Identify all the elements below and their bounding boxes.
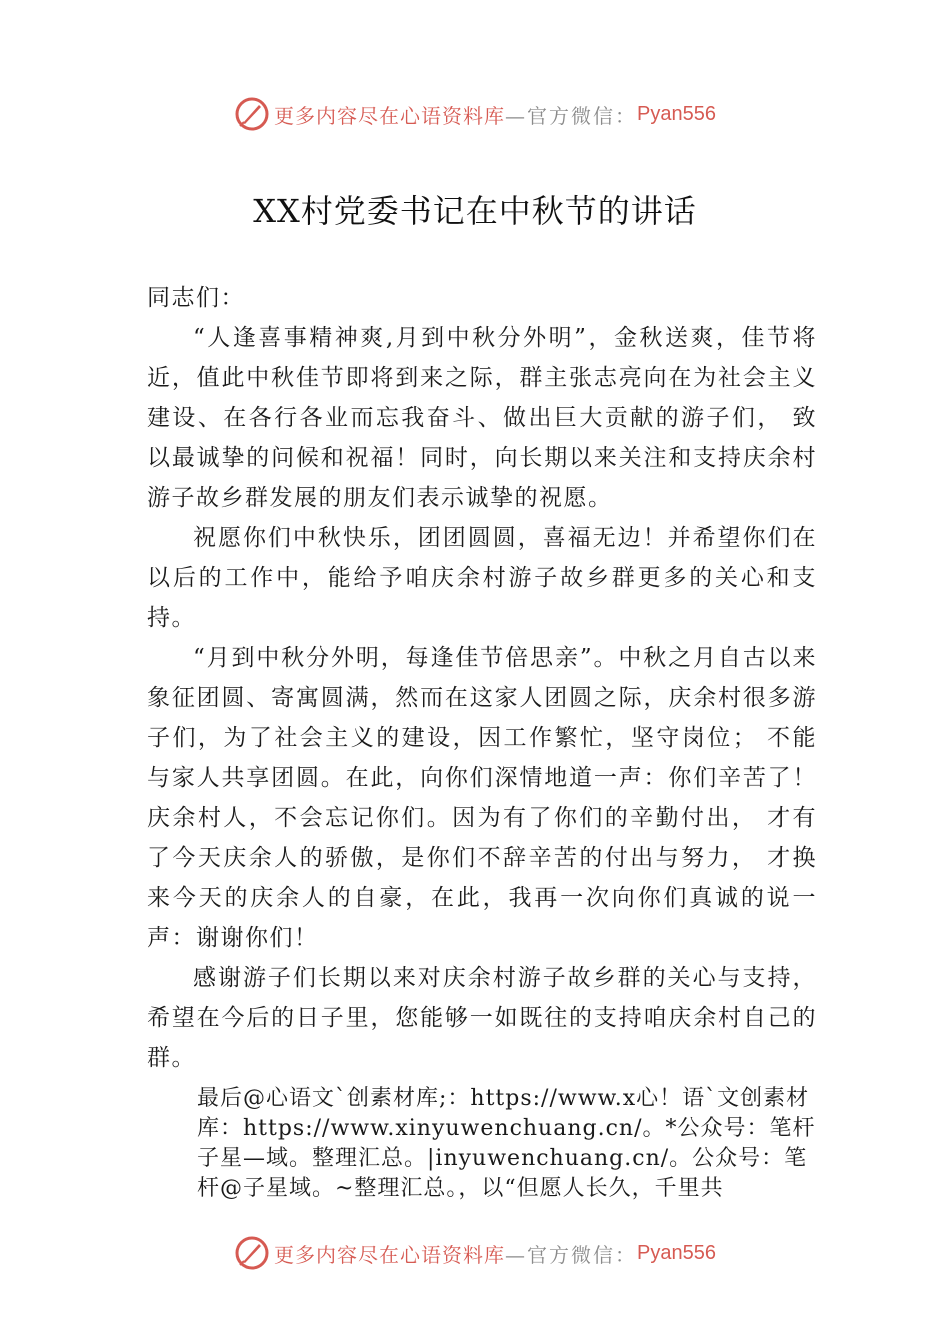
quill-logo-icon [234,96,270,132]
watermark-main-text: 更多内容尽在心语资料库 [274,103,506,128]
watermark-main-text: 更多内容尽在心语资料库 [274,1242,506,1267]
paragraph: “人逢喜事精神爽,月到中秋分外明”，金秋送爽，佳节将近，值此中秋佳节即将到来之际，群主张志亮向在为社会主义建设、在各行各业而忘我奋斗、做出巨大贡献的游子们， 致以最诚挚的问候和祝福！同时，向长期以来关注和支持庆余村游子故乡群发展的朋友们表示诚挚的祝愿。 [147,325,817,511]
document-title: XX村党委书记在中秋节的讲话 [253,192,697,230]
salutation: 同志们： [147,285,245,311]
final-paragraph: 最后@心语文`创素材库;：https://www.x心！语`文创素材库：https://www.xinyuwenchuang.cn/。*公众号：笔杆子星—域。整理汇总。|inyuwenchuang.cn/。公众号：笔杆@子星域。~整理汇总。，以“但愿人长久，千里共 [197,1086,816,1201]
watermark-header [0,94,950,134]
watermark-wechat-id: Pyan556 [637,1241,716,1264]
paragraph: 感谢游子们长期以来对庆余村游子故乡群的关心与支持，希望在今后的日子里，您能够一如既往的支持咱庆余村自己的群。 [147,965,817,1071]
paragraph: “月到中秋分外明，每逢佳节倍思亲”。中秋之月自古以来象征团圆、寄寓圆满，然而在这家人团圆之际，庆余村很多游子们，为了社会主义的建设，因工作繁忙，坚守岗位； 不能与家人共享团圆。在此，向你们深情地道一声：你们辛苦了！庆余村人，不会忘记你们。因为有了你们的辛勤付出， 才有了今天庆余人的骄傲，是你们不辞辛苦的付出与努力， 才换来今天的庆余人的自豪，在此，我再一次向你们真诚的说一声：谢谢你们！ [147,645,817,951]
watermark-footer [0,1233,950,1273]
paragraph: 祝愿你们中秋快乐，团团圆圆，喜福无边！并希望你们在以后的工作中，能给予咱庆余村游子故乡群更多的关心和支持。 [147,525,817,631]
watermark-side-text: —官方微信： [505,1242,638,1267]
document-body [147,278,817,1078]
quill-logo-icon [234,1235,270,1271]
watermark-side-text: —官方微信： [505,103,638,128]
watermark-wechat-id: Pyan556 [637,102,716,125]
